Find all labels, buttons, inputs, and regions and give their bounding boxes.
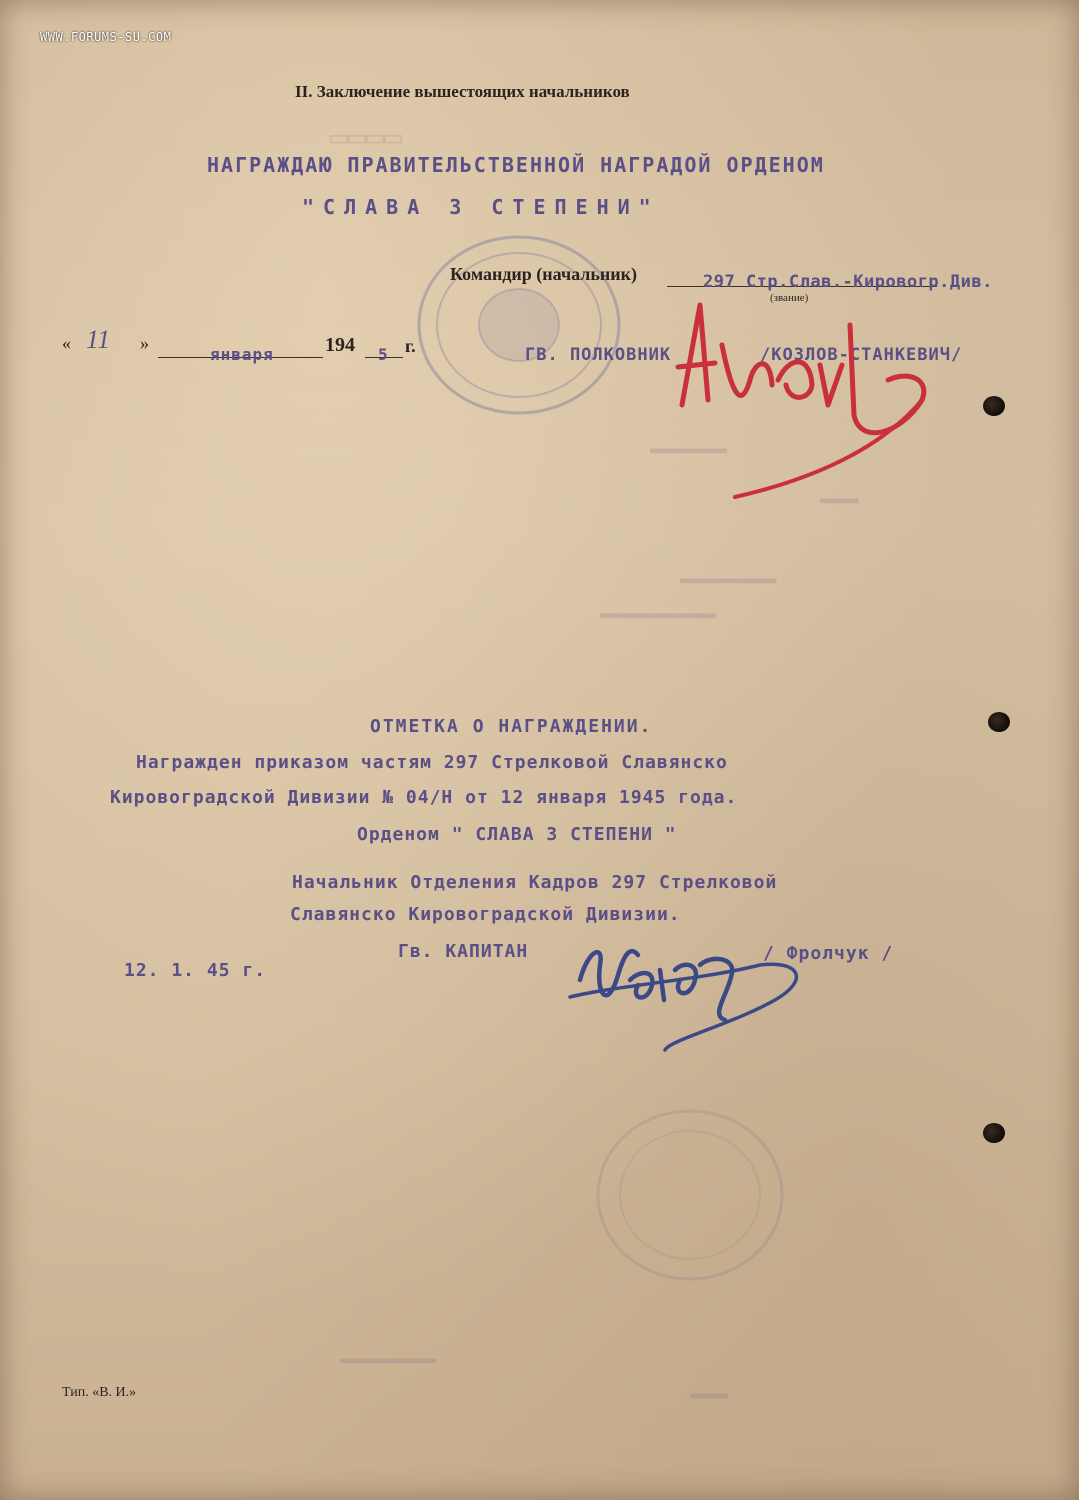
- official-seal: [412, 230, 627, 420]
- bleed-through: ▬▬▬▬▬▬▬▬▬▬▬▬: [600, 605, 716, 624]
- award-note-line-2: Кировоградской Дивизии № 04/Н от 12 января 1945 года.: [110, 787, 738, 808]
- binder-hole: [983, 1123, 1005, 1143]
- award-note-date: 12. 1. 45 г.: [124, 960, 267, 981]
- commander-signature: [660, 285, 963, 505]
- signer-title-line-2: Славянско Кировоградской Дивизии.: [290, 904, 681, 925]
- award-note-line-3: Орденом " СЛАВА 3 СТЕПЕНИ ": [357, 824, 677, 845]
- bleed-through: ▬▬▬▬▬▬▬▬▬▬: [340, 1350, 437, 1369]
- commander-unit: 297 Стр.Слав.-Кировогр.Див.: [703, 272, 993, 292]
- quote-close: »: [140, 333, 149, 353]
- printer-mark: Тип. «В. И.»: [62, 1385, 137, 1400]
- binder-hole: [988, 712, 1010, 732]
- award-decision-line-1: НАГРАЖДАЮ ПРАВИТЕЛЬСТВЕННОЙ НАГРАДОЙ ОРДЕНОМ: [207, 153, 825, 177]
- bleed-through: ▬▬▬▬▬▬▬▬▬▬: [680, 570, 777, 589]
- award-note-line-1: Награжден приказом частям 297 Стрелковой Славянско: [136, 752, 728, 773]
- commander-rank: ГВ. ПОЛКОВНИК: [525, 345, 672, 365]
- date-day: 11: [86, 325, 111, 354]
- bleed-through: ▬▬▬▬: [690, 1385, 729, 1404]
- binder-hole: [983, 396, 1005, 416]
- bleed-through: ▭▭▭▭: [330, 120, 403, 155]
- year-digit: 5: [378, 345, 389, 364]
- award-note-title: ОТМЕТКА О НАГРАЖДЕНИИ.: [370, 716, 653, 737]
- rank-caption: (звание): [770, 292, 809, 304]
- signer-signature: [560, 925, 820, 1055]
- quote-open: «: [62, 333, 71, 353]
- year-prefix: 194: [325, 334, 355, 356]
- bleed-through: ▬▬▬▬▬▬▬▬: [650, 440, 728, 459]
- signer-name: / Фролчук /: [763, 943, 894, 964]
- section-heading: II. Заключение вышестоящих начальников: [295, 82, 630, 101]
- award-decision-line-2: "СЛАВА 3 СТЕПЕНИ": [302, 195, 660, 219]
- year-suffix: г.: [405, 336, 416, 356]
- commander-name: /КОЗЛОВ-СТАНКЕВИЧ/: [760, 345, 963, 365]
- faded-seal: [590, 1105, 790, 1285]
- signer-title-line-1: Начальник Отделения Кадров 297 Стрелковой: [292, 872, 778, 893]
- bleed-through: ▬▬▬▬: [820, 490, 859, 509]
- commander-label: Командир (начальник): [450, 264, 637, 284]
- signer-rank: Гв. КАПИТАН: [398, 941, 529, 962]
- watermark: WWW.FORUMS-SU.COM: [40, 30, 172, 44]
- date-month: января: [210, 345, 274, 364]
